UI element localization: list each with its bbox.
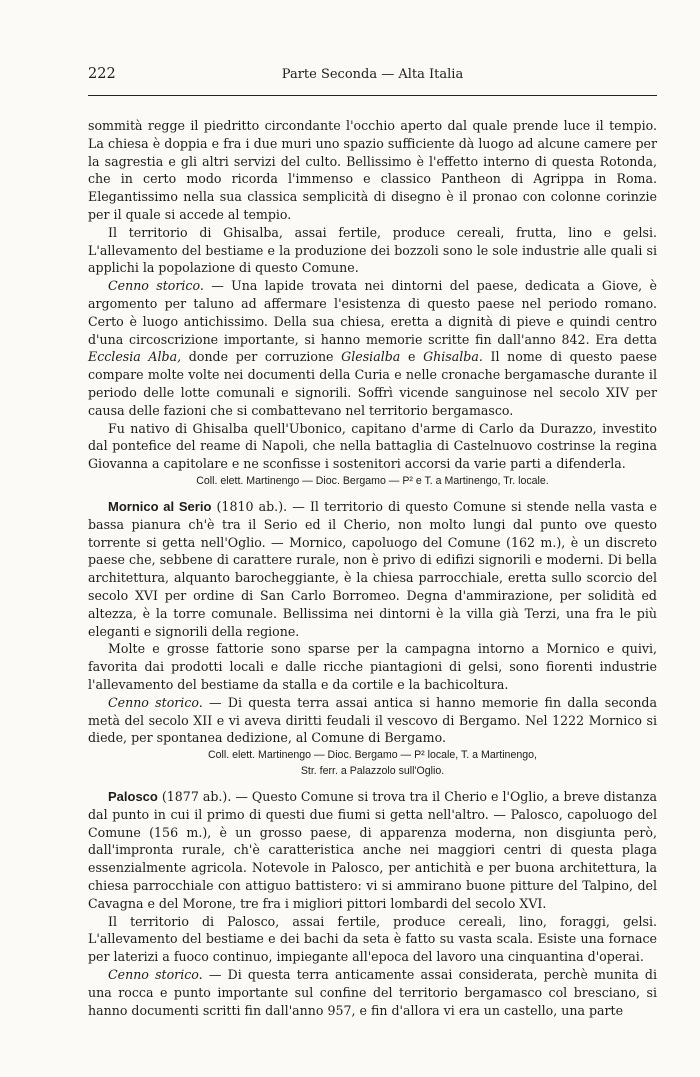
- ghisalba-paragraph-1: sommità regge il piedritto circondante l'occhio aperto dal quale prende luce il tempio. La chiesa è doppia e fra i due muri uno spazio sufficiente dà luogo ad alcune camere per la sagrestia e gli altri servizi del culto. Bellissimo è l'effetto interno di questa Rotonda, che in certo modo ricorda l'immenso e classico Pantheon di Agrippa in Roma. Elegantissimo nella sua classica semplicità di disegno è il pronao con colonne corinzie per il quale si accede al tempio.: [88, 118, 657, 222]
- page-header: [88, 66, 657, 88]
- cenno-storico-label: Cenno storico.: [108, 694, 203, 710]
- ghisalba-history-text-b: donde per corruzione: [181, 349, 342, 365]
- mornico-paragraph-2: Molte e grosse fattorie sono sparse per la campagna intorno a Mornico e quivi, favorita dai prodotti locali e dalle ricche piantagioni di gelsi, sono fiorenti industrie l'allevamento del bestiame da stalla e da cortile e la bachicoltura.: [88, 641, 657, 692]
- page-number: 222: [88, 66, 116, 82]
- ghisalba-history-text-c: e: [400, 349, 424, 365]
- palosco-history-text: — Di questa terra anticamente assai considerata, perchè munita di una rocca e punto importante sul confine del territorio bergamasco col bresciano, si hanno documenti scritti fin dall'anno 957, e fin d'allora vi era un castello, una parte: [88, 967, 658, 1018]
- header-rule: [88, 95, 657, 96]
- mornico-intro-text: (1810 ab.). — Il territorio di questo Comune si stende nella vasta e bassa pianura ch'è tra il Serio ed il Cherio, non molto lungi dal punto ove questo torrente si getta nell'Oglio. — Mornico, capoluogo del Comune (162 m.), è un discreto paese che, sebbene di carattere rurale, non è privo di edifizi signorili e moderni. Di bella architettura, alquanto barocheggiante, è la chiesa parrocchiale, eretta sullo scorcio del secolo XVI per ordine di San Carlo Borromeo. Degna d'ammirazione, per solidità ed altezza, è la torre comunale. Bellissima nei dintorni è la villa già Terzi, una fra le più eleganti e signorili della regione.: [88, 498, 657, 639]
- mornico-source-line-1: Coll. elett. Martinengo — Dioc. Bergamo — P² locale, T. a Martinengo,: [208, 749, 537, 762]
- ghisalba-history-text-d: Il nome di questo paese compare molte volte nei documenti della Curia e nelle cronache bergamasche durante il periodo delle lotte comunali e signorili. Soffrì vicende sanguinose nel secolo XIV per causa delle fazioni che si combattevano nel territorio bergamasco.: [88, 349, 657, 418]
- ghisalba-name-variant-1: Glesialba: [341, 349, 401, 365]
- mornico-historical-note: [88, 694, 657, 747]
- palosco-entry: [88, 788, 657, 913]
- palosco-entry-title: Palosco: [108, 789, 158, 805]
- cenno-storico-label: Cenno storico.: [108, 967, 203, 983]
- palosco-paragraph-2: Il territorio di Palosco, assai fertile, produce cereali, lino, foraggi, gelsi. L'allevamento del bestiame e dei bachi da seta è fatto su vasta scala. Esiste una fornace per laterizi a fuoco continuo, impiegante all'epoca del lavoro una cinquantina d'operai.: [88, 913, 657, 965]
- ghisalba-paragraph-2: Il territorio di Ghisalba, assai fertile, produce cereali, frutta, lino e gelsi. L'allevamento del bestiame e la produzione dei bozzoli sono le sole industrie alle quali si applichi la popolazione di questo Comune.: [88, 224, 657, 276]
- mornico-history-text: — Di questa terra assai antica si hanno memorie fin dalla seconda metà del secolo XII e vi aveva diritti feudali il vescovo di Bergamo. Nel 1222 Mornico si diede, per spontanea dedizione, al Comune di Bergamo.: [88, 694, 657, 746]
- ghisalba-latin-name: Ecclesia Alba,: [88, 349, 182, 365]
- mornico-entry-title: Mornico al Serio: [108, 498, 212, 514]
- ghisalba-paragraph-4: Fu nativo di Ghisalba quell'Ubonico, capitano d'arme di Carlo da Durazzo, investito dal pontefice del reame di Napoli, che nella battaglia di Castelnuovo costrinse la regina Giovanna a capitolare e ne sconfisse i sostenitori accorsi da varie parti a difenderla.: [88, 420, 657, 472]
- palosco-intro-text: (1877 ab.). — Questo Comune si trova tra il Cherio e l'Oglio, a breve distanza dal punto in cui il primo di questi due fiumi si getta nell'altro. — Palosco, capoluogo del Comune (156 m.), è un grosso paese, di apparenza moderna, non disgiunta però, dall'impronta rurale, ch'è caratteristica anche nei maggiori centri di questa plaga essenzialmente agricola. Notevole in Palosco, per antichità e per buona architettura, la chiesa parrocchiale con attiguo battistero: vi si ammirano buone pitture del Talpino, del Cavagna e del Morone, tre fra i migliori pittori lombardi del secolo XVI.: [88, 789, 657, 911]
- ghisalba-history-text-a: — Una lapide trovata nei dintorni del paese, dedicata a Giove, è argomento per taluno ad affermare l'esistenza di questo paese nel periodo romano. Certo è luogo antichissimo. Della sua chiesa, eretta a dignità di pieve e quindi centro d'una circoscrizione importante, si hanno memorie scritte fin dall'anno 842. Era detta: [88, 278, 657, 347]
- ghisalba-historical-note: [88, 277, 657, 419]
- mornico-entry: [88, 498, 657, 640]
- cenno-storico-label: Cenno storico.: [108, 278, 204, 294]
- page-body: [88, 117, 657, 1019]
- mornico-source-line-2: Str. ferr. a Palazzolo sull'Oglio.: [300, 765, 445, 778]
- ghisalba-name-variant-2: Ghisalba.: [423, 349, 483, 365]
- palosco-historical-note: [88, 966, 657, 1019]
- running-title: Parte Seconda — Alta Italia: [281, 67, 464, 82]
- ghisalba-source-line: Coll. elett. Martinengo — Dioc. Bergamo — P² e T. a Martinengo, Tr. locale.: [196, 474, 549, 487]
